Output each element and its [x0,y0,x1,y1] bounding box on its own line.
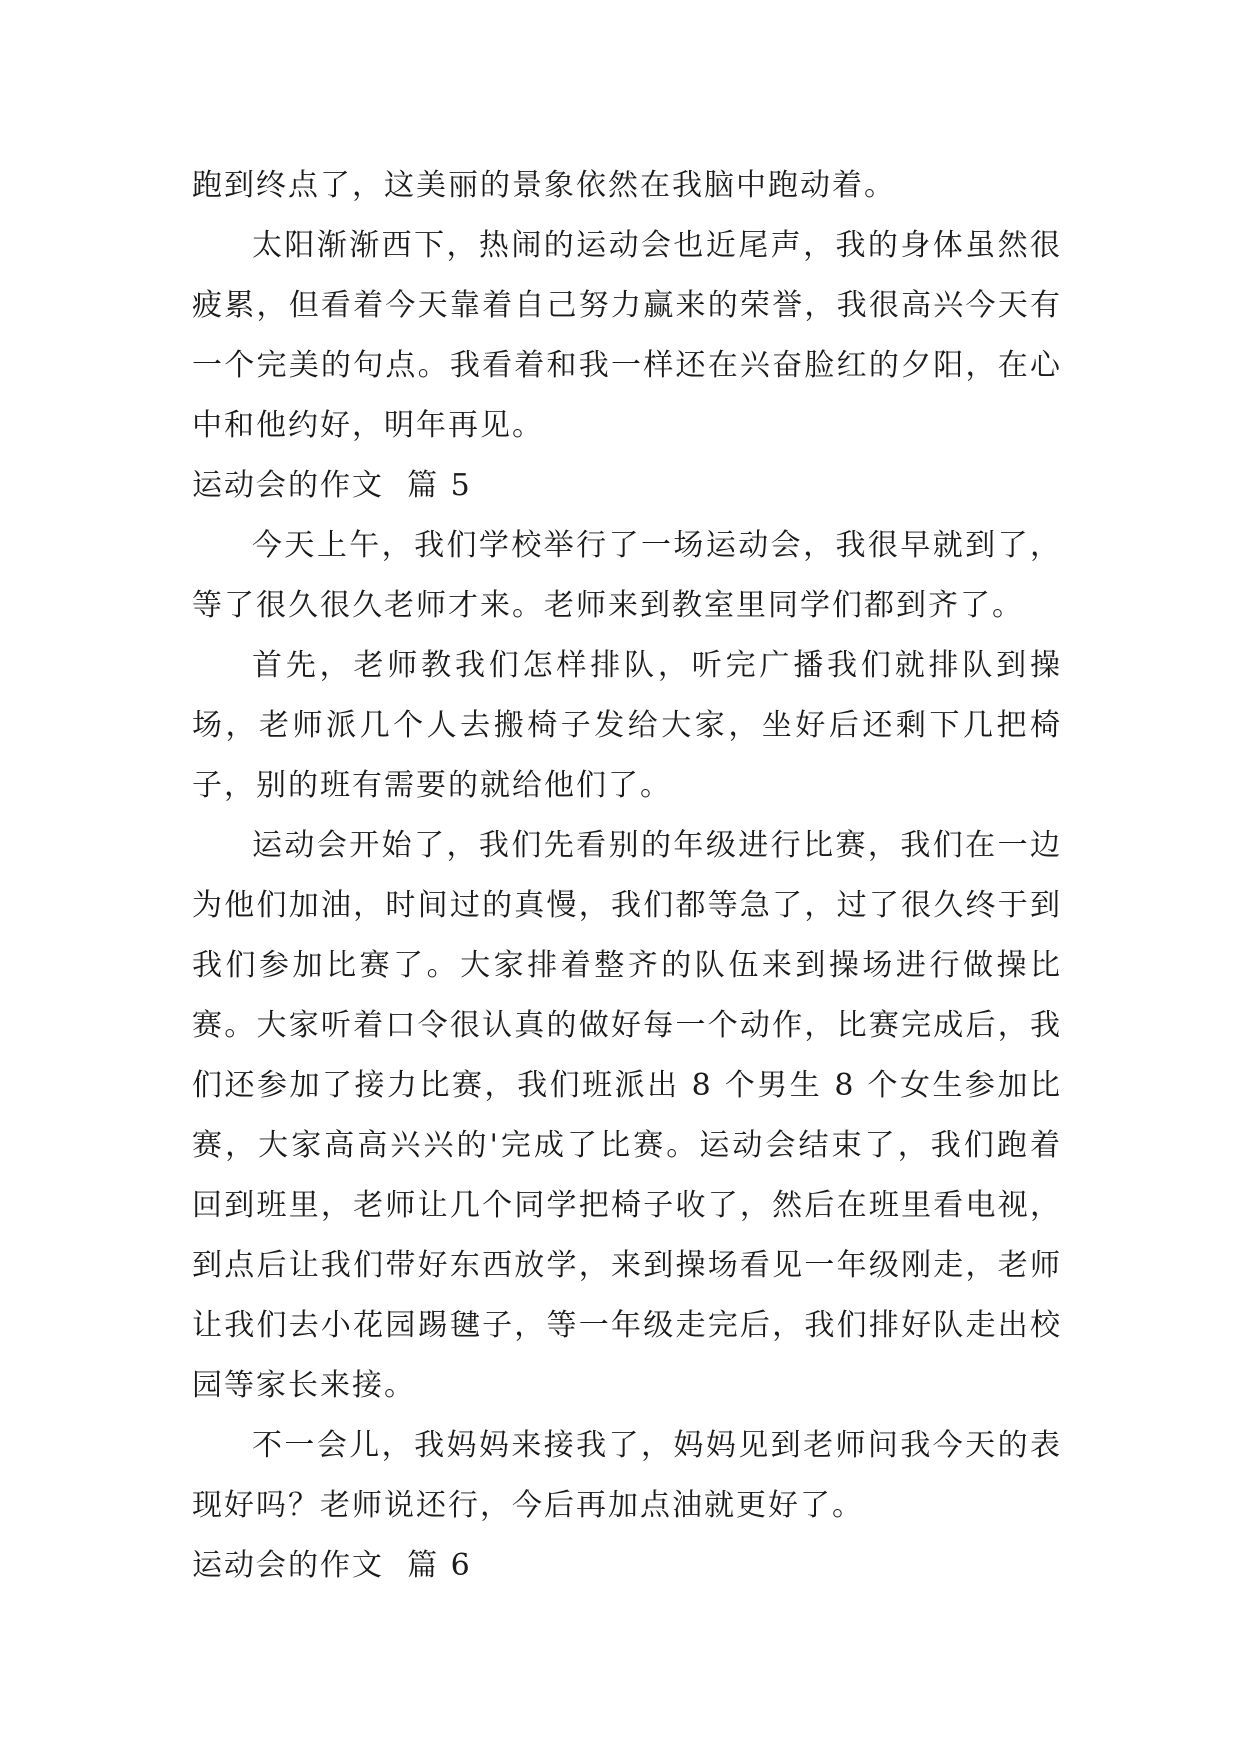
paragraph-pickup: 不一会儿，我妈妈来接我了，妈妈见到老师问我今天的表现好吗？老师说还行，今后再加点油就更好了。 [192,1428,1062,1523]
section-heading-5: 运动会的作文 篇 5 [192,468,472,503]
paragraph-morning: 今天上午，我们学校举行了一场运动会，我很早就到了，等了很久很久老师才来。老师来到教室里同学们都到齐了。 [192,528,1062,623]
paragraph-sunset: 太阳渐渐西下，热闹的运动会也近尾声，我的身体虽然很疲累，但看着今天靠着自己努力赢来的荣誉，我很高兴今天有一个完美的句点。我看着和我一样还在兴奋脸红的夕阳，在心中和他约好，明年再见。 [192,228,1062,443]
paragraph-competition: 运动会开始了，我们先看别的年级进行比赛，我们在一边为他们加油，时间过的真慢，我们都等急了，过了很久终于到我们参加比赛了。大家排着整齐的队伍来到操场进行做操比赛。大家听着口令很认真的做好每一个动作，比赛完成后，我们还参加了接力比赛，我们班派出 8 个男生 8 个女生参加比赛，大家高高兴兴的'完成了比赛。运动会结束了，我们跑着回到班里，老师让几个同学把椅子收了，然后在班里看电视，到点后让我们带好东西放学，来到操场看见一年级刚走，老师让我们去小花园踢毽子，等一年级走完后，我们排好队走出校园等家长来接。 [192,828,1062,1403]
paragraph-lining-up: 首先，老师教我们怎样排队，听完广播我们就排队到操场，老师派几个人去搬椅子发给大家，坐好后还剩下几把椅子，别的班有需要的就给他们了。 [192,648,1062,803]
document-body [192,156,1062,1596]
paragraph-ending-previous: 跑到终点了，这美丽的景象依然在我脑中跑动着。 [192,168,896,203]
section-heading-6: 运动会的作文 篇 6 [192,1548,472,1583]
